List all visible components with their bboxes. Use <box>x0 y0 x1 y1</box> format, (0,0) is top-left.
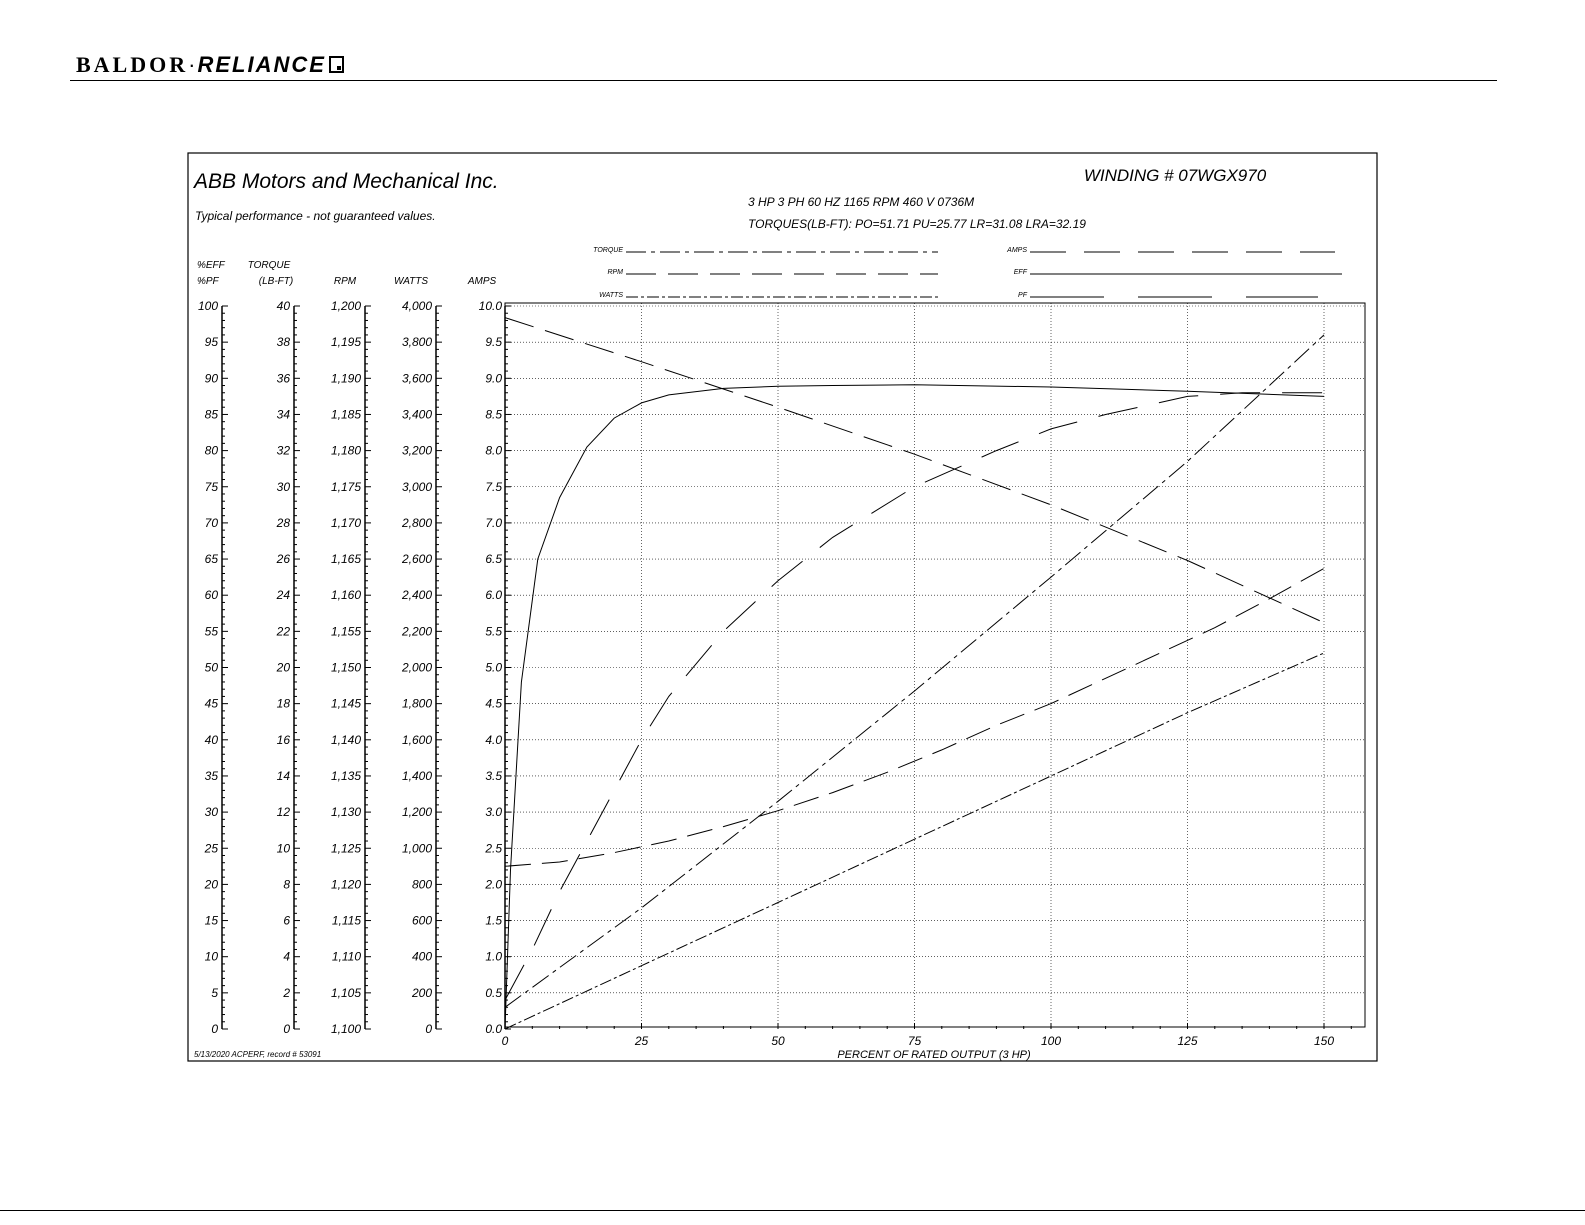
axis-tick-label: 36 <box>276 371 290 386</box>
axis-tick-label: 0 <box>425 1022 432 1036</box>
legend-label: RPM <box>607 269 623 276</box>
axis-tick-label: 22 <box>276 624 290 639</box>
axis-tick-label: 50 <box>204 660 218 675</box>
axis-tick-label: 5 <box>211 985 218 1000</box>
torque-spec: TORQUES(LB-FT): PO=51.71 PU=25.77 LR=31.08 LRA=32.19 <box>748 217 1086 231</box>
x-tick-label: 25 <box>634 1034 649 1048</box>
axis-tick-label: 20 <box>204 877 218 892</box>
axis-tick-label: 1,105 <box>330 985 361 1000</box>
axis-tick-label: 1,400 <box>401 768 432 783</box>
axis-tick-label: 600 <box>411 913 432 928</box>
winding-number: WINDING # 07WGX970 <box>1083 166 1267 185</box>
axis-tick-label: 9.0 <box>485 371 502 386</box>
x-tick-label: 0 <box>501 1034 509 1048</box>
x-tick-label: 100 <box>1040 1034 1062 1048</box>
axis-tick-label: 2.5 <box>485 841 502 856</box>
axis-tick-label: 1,150 <box>330 660 361 675</box>
axis-tick-label: 1,185 <box>330 407 361 422</box>
axis-tick-label: 800 <box>411 877 432 892</box>
axis-tick-label: 1.5 <box>485 913 502 928</box>
axis-header: AMPS <box>467 276 497 287</box>
axis-tick-label: 45 <box>204 696 218 711</box>
axis-tick-label: 5.0 <box>485 660 502 675</box>
axis-tick-label: 70 <box>204 515 218 530</box>
axis-tick-label: 3.0 <box>485 805 502 820</box>
axis-tick-label: 40 <box>204 732 218 747</box>
axis-tick-label: 7.0 <box>485 515 502 530</box>
motor-spec: 3 HP 3 PH 60 HZ 1165 RPM 460 V 0736M <box>748 195 975 209</box>
axis-tick-label: 1,115 <box>331 913 361 928</box>
legend-label: AMPS <box>1007 247 1027 254</box>
axis-tick-label: 34 <box>276 407 290 422</box>
brand-reliance: RELIANCE <box>197 52 326 77</box>
axis-tick-label: 1,135 <box>330 768 361 783</box>
axis-tick-label: 1,160 <box>330 588 361 603</box>
axis-tick-label: 1,200 <box>330 299 361 313</box>
axis-tick-label: 1,145 <box>330 696 361 711</box>
axis-tick-label: 40 <box>276 299 290 313</box>
axis-tick-label: 8 <box>283 877 290 892</box>
axis-tick-label: 3,000 <box>401 479 432 494</box>
axis-tick-label: 38 <box>276 335 290 350</box>
axis-tick-label: 85 <box>204 407 218 422</box>
axis-tick-label: 1,155 <box>330 624 361 639</box>
brand-baldor: BALDOR <box>76 52 189 77</box>
axis-tick-label: 3.5 <box>485 768 502 783</box>
axis-tick-label: 200 <box>411 985 432 1000</box>
axis-tick-label: 1,170 <box>330 515 361 530</box>
axis-tick-label: 4.0 <box>485 732 502 747</box>
axis-tick-label: 10.0 <box>478 299 502 313</box>
axis-tick-label: 3,200 <box>401 443 432 458</box>
axis-tick-label: 0 <box>283 1022 290 1036</box>
axis-tick-label: 8.0 <box>485 443 502 458</box>
axis-tick-label: 8.5 <box>485 407 502 422</box>
axis-tick-label: 1.0 <box>485 949 502 964</box>
axis-tick-label: 2,800 <box>401 515 432 530</box>
axis-tick-label: 15 <box>204 913 218 928</box>
axis-tick-label: 1,175 <box>330 479 361 494</box>
x-tick-label: 150 <box>1313 1034 1335 1048</box>
axis-header: WATTS <box>393 276 429 287</box>
axis-tick-label: 400 <box>411 949 432 964</box>
axis-tick-label: 1,600 <box>401 732 432 747</box>
axis-tick-label: 1,120 <box>330 877 361 892</box>
axis-tick-label: 2,200 <box>401 624 432 639</box>
axis-tick-label: 3,400 <box>401 407 432 422</box>
axis-tick-label: 60 <box>204 588 218 603</box>
axis-tick-label: 4 <box>283 949 290 964</box>
axis-tick-label: 4.5 <box>485 696 502 711</box>
axis-tick-label: 1,100 <box>330 1022 361 1036</box>
axis-tick-label: 2 <box>283 985 290 1000</box>
axis-tick-label: 55 <box>204 624 218 639</box>
axis-tick-label: 35 <box>204 768 218 783</box>
axis-tick-label: 1,165 <box>330 552 361 567</box>
chart-frame <box>188 153 1377 1061</box>
axis-tick-label: 25 <box>204 841 218 856</box>
axis-tick-label: 1,125 <box>330 841 361 856</box>
axis-tick-label: 95 <box>204 335 218 350</box>
axis-tick-label: 3,600 <box>401 371 432 386</box>
axis-tick-label: 90 <box>204 371 218 386</box>
axis-tick-label: 100 <box>197 299 218 313</box>
axis-header: RPM <box>333 276 357 287</box>
axis-tick-label: 16 <box>276 732 290 747</box>
axis-tick-label: 30 <box>276 479 290 494</box>
axis-tick-label: 65 <box>204 552 218 567</box>
axis-tick-label: 26 <box>276 552 290 567</box>
axis-tick-label: 1,110 <box>331 949 361 964</box>
axis-tick-label: 1,140 <box>330 732 361 747</box>
record-footer: 5/13/2020 ACPERF, record # 53091 <box>194 1050 322 1059</box>
axis-tick-label: 75 <box>204 479 218 494</box>
legend-label: EFF <box>1013 269 1027 276</box>
axis-tick-label: 5.5 <box>485 624 502 639</box>
axis-tick-label: 1,195 <box>330 335 361 350</box>
axis-tick-label: 6.0 <box>485 588 502 603</box>
axis-tick-label: 20 <box>276 660 290 675</box>
axis-tick-label: 14 <box>276 768 290 783</box>
x-tick-label: 50 <box>771 1034 785 1048</box>
axis-tick-label: 30 <box>204 805 218 820</box>
axis-tick-label: 1,800 <box>401 696 432 711</box>
axis-tick-label: 2,400 <box>401 588 432 603</box>
axis-tick-label: 0 <box>211 1022 218 1036</box>
axis-tick-label: 24 <box>276 588 290 603</box>
axis-tick-label: 10 <box>204 949 218 964</box>
disclaimer: Typical performance - not guaranteed values. <box>195 209 436 223</box>
plot-area <box>505 303 1365 1027</box>
axis-tick-label: 2,600 <box>401 552 432 567</box>
x-axis-label: PERCENT OF RATED OUTPUT (3 HP) <box>837 1049 1031 1061</box>
legend-label: TORQUE <box>593 247 623 254</box>
axis-header: %PF <box>197 276 219 287</box>
axis-tick-label: 2,000 <box>401 660 432 675</box>
axis-tick-label: 6.5 <box>485 552 502 567</box>
axis-tick-label: 6 <box>283 913 290 928</box>
axis-tick-label: 18 <box>276 696 290 711</box>
axis-tick-label: 4,000 <box>401 299 432 313</box>
axis-header-top: %EFF <box>197 260 225 271</box>
axis-tick-label: 1,200 <box>401 805 432 820</box>
axis-tick-label: 32 <box>276 443 290 458</box>
company-name: ABB Motors and Mechanical Inc. <box>194 170 499 193</box>
axis-header: (LB-FT) <box>258 276 294 287</box>
axis-tick-label: 1,180 <box>330 443 361 458</box>
axis-tick-label: 1,130 <box>330 805 361 820</box>
axis-tick-label: 9.5 <box>485 335 502 350</box>
axis-tick-label: 0.5 <box>485 985 502 1000</box>
axis-tick-label: 28 <box>276 515 290 530</box>
axis-tick-label: 0.0 <box>485 1022 502 1036</box>
axis-tick-label: 10 <box>276 841 290 856</box>
axis-tick-label: 12 <box>276 805 290 820</box>
x-tick-label: 125 <box>1177 1034 1198 1048</box>
axis-tick-label: 1,190 <box>330 371 361 386</box>
legend-label: PF <box>1018 292 1027 299</box>
axis-tick-label: 80 <box>204 443 218 458</box>
axis-tick-label: 2.0 <box>485 877 502 892</box>
axis-tick-label: 3,800 <box>401 335 432 350</box>
axis-header-top: TORQUE <box>247 260 291 271</box>
brand-separator: · <box>188 52 198 77</box>
legend-label: WATTS <box>599 292 623 299</box>
x-tick-label: 75 <box>907 1034 922 1048</box>
axis-tick-label: 7.5 <box>485 479 502 494</box>
axis-tick-label: 1,000 <box>401 841 432 856</box>
